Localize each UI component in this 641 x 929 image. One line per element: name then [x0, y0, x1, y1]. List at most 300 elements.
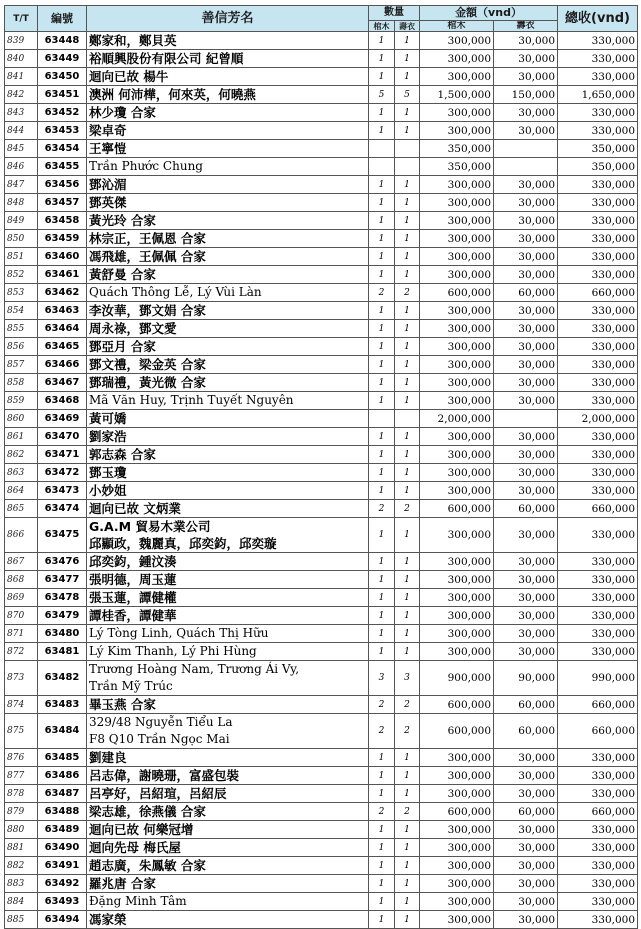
- qty-shroud: 1: [395, 553, 420, 571]
- amount-coffin: 300,000: [420, 785, 494, 803]
- header-name: 善信芳名: [87, 6, 369, 32]
- donation-code: 63474: [38, 500, 87, 518]
- donor-name: 329/48 Nguyễn Tiểu La F8 Q10 Trần Ngọc Mai: [87, 714, 369, 749]
- amount-coffin: 300,000: [420, 230, 494, 248]
- amount-coffin: 300,000: [420, 266, 494, 284]
- qty-coffin: 1: [369, 625, 395, 643]
- qty-shroud: 2: [395, 500, 420, 518]
- amount-coffin: 300,000: [420, 482, 494, 500]
- donation-code: 63475: [38, 518, 87, 553]
- donor-name: 譚桂香，譚健華: [87, 607, 369, 625]
- header-qty: 數量: [369, 6, 420, 21]
- qty-shroud: 1: [395, 571, 420, 589]
- qty-shroud: 1: [395, 230, 420, 248]
- amount-shroud: 30,000: [494, 266, 558, 284]
- total-amount: 330,000: [558, 446, 638, 464]
- qty-coffin: 1: [369, 643, 395, 661]
- amount-coffin: 300,000: [420, 553, 494, 571]
- amount-coffin: 300,000: [420, 464, 494, 482]
- table-row: [5, 767, 638, 785]
- total-amount: 330,000: [558, 518, 638, 553]
- row-number: 879: [5, 803, 38, 821]
- donation-code: 63453: [38, 122, 87, 140]
- qty-coffin: 1: [369, 571, 395, 589]
- table-row: [5, 212, 638, 230]
- donation-code: 63484: [38, 714, 87, 749]
- qty-shroud: 1: [395, 446, 420, 464]
- amount-shroud: 30,000: [494, 338, 558, 356]
- qty-coffin: 1: [369, 589, 395, 607]
- qty-shroud: 1: [395, 302, 420, 320]
- table-row: [5, 625, 638, 643]
- row-number: 849: [5, 212, 38, 230]
- total-amount: 330,000: [558, 571, 638, 589]
- qty-shroud: 1: [395, 518, 420, 553]
- total-amount: 350,000: [558, 158, 638, 176]
- table-row: [5, 696, 638, 714]
- donor-name: 黃舒曼 合家: [87, 266, 369, 284]
- qty-shroud: 5: [395, 86, 420, 104]
- amount-coffin: 300,000: [420, 320, 494, 338]
- amount-coffin: 600,000: [420, 714, 494, 749]
- qty-coffin: 1: [369, 553, 395, 571]
- amount-shroud: 30,000: [494, 857, 558, 875]
- qty-coffin: 1: [369, 194, 395, 212]
- amount-coffin: 300,000: [420, 446, 494, 464]
- qty-coffin: 1: [369, 32, 395, 50]
- table-row: [5, 356, 638, 374]
- donation-code: 63483: [38, 696, 87, 714]
- donor-name: 馮家榮: [87, 911, 369, 929]
- total-amount: 330,000: [558, 553, 638, 571]
- amount-coffin: 300,000: [420, 749, 494, 767]
- amount-coffin: 300,000: [420, 911, 494, 929]
- donation-code: 63461: [38, 266, 87, 284]
- donor-name: 迴向已故 何樂冠增: [87, 821, 369, 839]
- qty-shroud: 1: [395, 625, 420, 643]
- qty-shroud: 1: [395, 122, 420, 140]
- table-row: [5, 140, 638, 158]
- amount-shroud: 30,000: [494, 553, 558, 571]
- qty-shroud: 1: [395, 194, 420, 212]
- donation-code: 63452: [38, 104, 87, 122]
- row-number: 854: [5, 302, 38, 320]
- donation-code: 63451: [38, 86, 87, 104]
- table-row: [5, 857, 638, 875]
- donor-name: 迴向已故 文炳業: [87, 500, 369, 518]
- amount-shroud: 150,000: [494, 86, 558, 104]
- total-amount: 330,000: [558, 104, 638, 122]
- amount-shroud: 30,000: [494, 50, 558, 68]
- amount-shroud: 30,000: [494, 428, 558, 446]
- donation-code: 63465: [38, 338, 87, 356]
- row-number: 843: [5, 104, 38, 122]
- row-number: 839: [5, 32, 38, 50]
- amount-coffin: 600,000: [420, 284, 494, 302]
- table-row: [5, 50, 638, 68]
- amount-shroud: 60,000: [494, 696, 558, 714]
- qty-coffin: 1: [369, 230, 395, 248]
- amount-shroud: 30,000: [494, 911, 558, 929]
- qty-coffin: [369, 158, 395, 176]
- qty-coffin: 1: [369, 50, 395, 68]
- qty-coffin: 1: [369, 821, 395, 839]
- amount-coffin: 300,000: [420, 643, 494, 661]
- row-number: 846: [5, 158, 38, 176]
- amount-coffin: 300,000: [420, 374, 494, 392]
- donor-name: 鄧亞月 合家: [87, 338, 369, 356]
- qty-shroud: 3: [395, 661, 420, 696]
- donation-code: 63464: [38, 320, 87, 338]
- donor-name: 畢玉燕 合家: [87, 696, 369, 714]
- amount-shroud: 30,000: [494, 32, 558, 50]
- amount-shroud: 60,000: [494, 803, 558, 821]
- amount-coffin: 1,500,000: [420, 86, 494, 104]
- table-row: [5, 104, 638, 122]
- donation-code: 63492: [38, 875, 87, 893]
- amount-coffin: 300,000: [420, 176, 494, 194]
- amount-shroud: 30,000: [494, 875, 558, 893]
- donor-name: 小妙姐: [87, 482, 369, 500]
- qty-coffin: 1: [369, 839, 395, 857]
- header-total: 總收(vnd): [558, 6, 638, 32]
- amount-shroud: [494, 158, 558, 176]
- row-number: 859: [5, 392, 38, 410]
- total-amount: 330,000: [558, 875, 638, 893]
- qty-coffin: 2: [369, 714, 395, 749]
- row-number: 882: [5, 857, 38, 875]
- qty-shroud: 1: [395, 248, 420, 266]
- qty-coffin: 1: [369, 68, 395, 86]
- row-number: 848: [5, 194, 38, 212]
- table-row: [5, 911, 638, 929]
- amount-shroud: 30,000: [494, 464, 558, 482]
- qty-shroud: [395, 410, 420, 428]
- qty-coffin: 1: [369, 374, 395, 392]
- donation-code: 63491: [38, 857, 87, 875]
- table-row: [5, 428, 638, 446]
- qty-shroud: 1: [395, 428, 420, 446]
- total-amount: 330,000: [558, 643, 638, 661]
- qty-coffin: 1: [369, 767, 395, 785]
- qty-coffin: 1: [369, 482, 395, 500]
- total-amount: 330,000: [558, 320, 638, 338]
- donation-code: 63488: [38, 803, 87, 821]
- total-amount: 330,000: [558, 911, 638, 929]
- amount-coffin: 300,000: [420, 104, 494, 122]
- donor-name: Đặng Minh Tâm: [87, 893, 369, 911]
- qty-shroud: 1: [395, 482, 420, 500]
- amount-coffin: 300,000: [420, 518, 494, 553]
- row-number: 863: [5, 464, 38, 482]
- amount-coffin: 300,000: [420, 571, 494, 589]
- total-amount: 2,000,000: [558, 410, 638, 428]
- amount-shroud: 30,000: [494, 607, 558, 625]
- donation-code: 63470: [38, 428, 87, 446]
- qty-coffin: 1: [369, 875, 395, 893]
- donor-name: 梁卓奇: [87, 122, 369, 140]
- qty-shroud: 1: [395, 857, 420, 875]
- total-amount: 330,000: [558, 230, 638, 248]
- table-row: [5, 266, 638, 284]
- amount-coffin: 900,000: [420, 661, 494, 696]
- table-row: [5, 500, 638, 518]
- qty-coffin: 1: [369, 356, 395, 374]
- donor-name: 迴向先母 梅氏屋: [87, 839, 369, 857]
- qty-coffin: 1: [369, 785, 395, 803]
- qty-shroud: 1: [395, 893, 420, 911]
- total-amount: 330,000: [558, 893, 638, 911]
- table-row: [5, 410, 638, 428]
- qty-shroud: 1: [395, 320, 420, 338]
- total-amount: 330,000: [558, 248, 638, 266]
- donation-code: 63480: [38, 625, 87, 643]
- amount-shroud: 30,000: [494, 482, 558, 500]
- amount-coffin: 600,000: [420, 803, 494, 821]
- donor-name: Mã Văn Huy, Trịnh Tuyết Nguyên: [87, 392, 369, 410]
- table-row: [5, 714, 638, 749]
- qty-coffin: 1: [369, 518, 395, 553]
- amount-shroud: 30,000: [494, 122, 558, 140]
- row-number: 855: [5, 320, 38, 338]
- donor-name: 張玉蓮，譚健權: [87, 589, 369, 607]
- donor-name: 邱奕鈞，鍾汶湊: [87, 553, 369, 571]
- row-number: 884: [5, 893, 38, 911]
- table-row: [5, 230, 638, 248]
- qty-shroud: 2: [395, 714, 420, 749]
- donation-code: 63455: [38, 158, 87, 176]
- amount-coffin: 2,000,000: [420, 410, 494, 428]
- row-number: 877: [5, 767, 38, 785]
- amount-shroud: 30,000: [494, 446, 558, 464]
- donor-name: 郭志森 合家: [87, 446, 369, 464]
- table-row: [5, 839, 638, 857]
- amount-shroud: 30,000: [494, 374, 558, 392]
- header-amount: 金額（vnd）: [420, 6, 558, 21]
- donation-code: 63477: [38, 571, 87, 589]
- qty-coffin: 2: [369, 803, 395, 821]
- donor-name: 趙志廣，朱鳳敏 合家: [87, 857, 369, 875]
- qty-coffin: 2: [369, 696, 395, 714]
- row-number: 856: [5, 338, 38, 356]
- amount-coffin: 300,000: [420, 302, 494, 320]
- total-amount: 660,000: [558, 284, 638, 302]
- qty-coffin: [369, 410, 395, 428]
- amount-coffin: 300,000: [420, 857, 494, 875]
- amount-shroud: 30,000: [494, 839, 558, 857]
- header-qty-coffin: 棺木: [369, 21, 395, 32]
- qty-shroud: 1: [395, 104, 420, 122]
- total-amount: 660,000: [558, 696, 638, 714]
- row-number: 872: [5, 643, 38, 661]
- donation-code: 63468: [38, 392, 87, 410]
- total-amount: 330,000: [558, 338, 638, 356]
- row-number: 852: [5, 266, 38, 284]
- qty-shroud: [395, 140, 420, 158]
- donation-code: 63459: [38, 230, 87, 248]
- table-row: [5, 749, 638, 767]
- total-amount: 330,000: [558, 839, 638, 857]
- donor-name: 迴向已故 楊牛: [87, 68, 369, 86]
- qty-shroud: 1: [395, 767, 420, 785]
- qty-coffin: 1: [369, 320, 395, 338]
- qty-coffin: [369, 140, 395, 158]
- amount-coffin: 300,000: [420, 248, 494, 266]
- amount-coffin: 300,000: [420, 212, 494, 230]
- qty-shroud: 1: [395, 356, 420, 374]
- donation-code: 63456: [38, 176, 87, 194]
- qty-shroud: 1: [395, 212, 420, 230]
- header-code: 編號: [38, 6, 87, 32]
- donation-code: 63450: [38, 68, 87, 86]
- amount-shroud: 60,000: [494, 714, 558, 749]
- qty-shroud: 1: [395, 392, 420, 410]
- table-body: [5, 32, 638, 929]
- donor-name: 馮飛雄，王佩佩 合家: [87, 248, 369, 266]
- amount-shroud: 30,000: [494, 518, 558, 553]
- row-number: 871: [5, 625, 38, 643]
- row-number: 861: [5, 428, 38, 446]
- row-number: 876: [5, 749, 38, 767]
- qty-coffin: 1: [369, 176, 395, 194]
- donation-code: 63454: [38, 140, 87, 158]
- amount-shroud: 30,000: [494, 749, 558, 767]
- table-row: [5, 482, 638, 500]
- table-row: [5, 284, 638, 302]
- donation-code: 63466: [38, 356, 87, 374]
- donor-name: 王寧愷: [87, 140, 369, 158]
- row-number: 869: [5, 589, 38, 607]
- table-row: [5, 320, 638, 338]
- donation-code: 63479: [38, 607, 87, 625]
- row-number: 867: [5, 553, 38, 571]
- amount-shroud: 30,000: [494, 230, 558, 248]
- amount-shroud: 30,000: [494, 821, 558, 839]
- donation-code: 63469: [38, 410, 87, 428]
- amount-coffin: 300,000: [420, 194, 494, 212]
- donor-name: 黃光玲 合家: [87, 212, 369, 230]
- total-amount: 330,000: [558, 50, 638, 68]
- row-number: 862: [5, 446, 38, 464]
- qty-shroud: 1: [395, 464, 420, 482]
- total-amount: 330,000: [558, 68, 638, 86]
- row-number: 873: [5, 661, 38, 696]
- donor-name: 林宗正，王佩恩 合家: [87, 230, 369, 248]
- donor-name: 鄧英傑: [87, 194, 369, 212]
- donation-code: 63471: [38, 446, 87, 464]
- donation-code: 63481: [38, 643, 87, 661]
- table-row: [5, 86, 638, 104]
- total-amount: 330,000: [558, 122, 638, 140]
- row-number: 866: [5, 518, 38, 553]
- donor-name: 呂志偉，謝曉珊，富盛包裝: [87, 767, 369, 785]
- row-number: 845: [5, 140, 38, 158]
- row-number: 875: [5, 714, 38, 749]
- total-amount: 660,000: [558, 803, 638, 821]
- amount-shroud: 30,000: [494, 194, 558, 212]
- total-amount: 1,650,000: [558, 86, 638, 104]
- amount-shroud: 30,000: [494, 893, 558, 911]
- donation-code: 63489: [38, 821, 87, 839]
- donor-name: 鄭家和，鄭貝英: [87, 32, 369, 50]
- row-number: 840: [5, 50, 38, 68]
- table-row: [5, 248, 638, 266]
- amount-shroud: 60,000: [494, 500, 558, 518]
- row-number: 865: [5, 500, 38, 518]
- table-row: [5, 464, 638, 482]
- qty-shroud: 1: [395, 338, 420, 356]
- qty-shroud: 1: [395, 875, 420, 893]
- table-row: [5, 893, 638, 911]
- qty-coffin: 5: [369, 86, 395, 104]
- total-amount: 330,000: [558, 212, 638, 230]
- header-qty-shroud: 壽衣: [395, 21, 420, 32]
- total-amount: 330,000: [558, 821, 638, 839]
- qty-shroud: 1: [395, 50, 420, 68]
- qty-shroud: 1: [395, 374, 420, 392]
- qty-coffin: 1: [369, 104, 395, 122]
- donation-table: [4, 5, 638, 929]
- qty-coffin: 1: [369, 749, 395, 767]
- amount-coffin: 300,000: [420, 839, 494, 857]
- row-number: 857: [5, 356, 38, 374]
- table-row: [5, 518, 638, 553]
- donor-name: 劉家浩: [87, 428, 369, 446]
- amount-shroud: [494, 140, 558, 158]
- donor-name: G.A.M 貿易木業公司 邱顯政，魏麗真，邱奕鈞，邱奕璇: [87, 518, 369, 553]
- qty-coffin: 1: [369, 248, 395, 266]
- donor-name: 澳洲 何沛樺，何來英，何曉燕: [87, 86, 369, 104]
- amount-coffin: 300,000: [420, 50, 494, 68]
- table-row: [5, 589, 638, 607]
- total-amount: 350,000: [558, 140, 638, 158]
- amount-shroud: 30,000: [494, 589, 558, 607]
- row-number: 883: [5, 875, 38, 893]
- amount-coffin: 300,000: [420, 338, 494, 356]
- donor-name: 張明德，周玉蓮: [87, 571, 369, 589]
- qty-coffin: 1: [369, 392, 395, 410]
- qty-shroud: 1: [395, 68, 420, 86]
- amount-coffin: 300,000: [420, 122, 494, 140]
- row-number: 868: [5, 571, 38, 589]
- qty-coffin: 3: [369, 661, 395, 696]
- row-number: 851: [5, 248, 38, 266]
- amount-shroud: 30,000: [494, 68, 558, 86]
- donor-name: 李汝華，鄧文娟 合家: [87, 302, 369, 320]
- qty-shroud: 1: [395, 821, 420, 839]
- qty-shroud: 1: [395, 589, 420, 607]
- qty-coffin: 1: [369, 893, 395, 911]
- total-amount: 330,000: [558, 749, 638, 767]
- amount-shroud: 30,000: [494, 643, 558, 661]
- qty-coffin: 1: [369, 302, 395, 320]
- donation-code: 63493: [38, 893, 87, 911]
- amount-coffin: 600,000: [420, 696, 494, 714]
- qty-coffin: 1: [369, 857, 395, 875]
- header-amount-coffin: 棺木: [420, 21, 494, 32]
- amount-shroud: 30,000: [494, 320, 558, 338]
- table-row: [5, 122, 638, 140]
- total-amount: 330,000: [558, 589, 638, 607]
- amount-coffin: 300,000: [420, 392, 494, 410]
- amount-coffin: 600,000: [420, 500, 494, 518]
- amount-coffin: 300,000: [420, 893, 494, 911]
- row-number: 841: [5, 68, 38, 86]
- qty-shroud: 1: [395, 785, 420, 803]
- donor-name: 林少瓊 合家: [87, 104, 369, 122]
- amount-shroud: 90,000: [494, 661, 558, 696]
- amount-shroud: 30,000: [494, 625, 558, 643]
